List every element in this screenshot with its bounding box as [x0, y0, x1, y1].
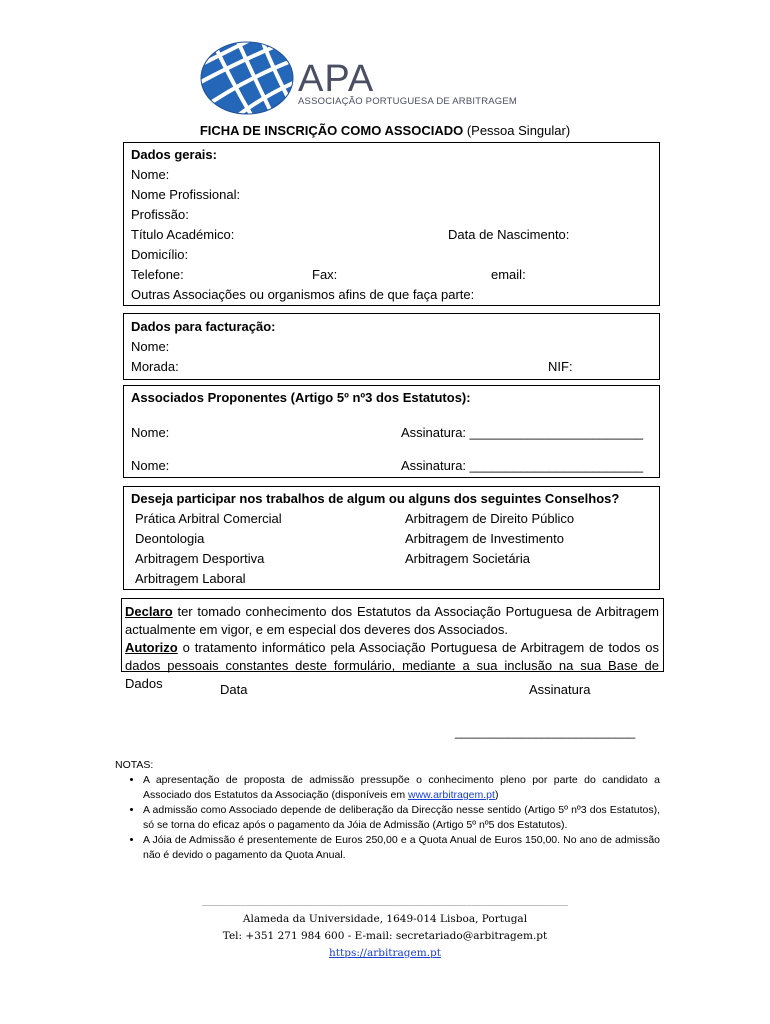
- footer-url-link[interactable]: https://arbitragem.pt: [329, 947, 441, 959]
- notas-section: [115, 758, 660, 863]
- nome-field[interactable]: Nome:: [131, 167, 170, 182]
- facturacao-heading: Dados para facturação:: [131, 319, 276, 334]
- footer-url-line: [0, 945, 770, 961]
- footer-contacts: Tel: +351 271 984 600 - E-mail: secretariado@arbitragem.pt: [222, 930, 548, 942]
- title-bold: FICHA DE INSCRIÇÃO COMO ASSOCIADO: [199, 123, 464, 138]
- morada-field[interactable]: Morada:: [131, 359, 179, 374]
- declaro-text: ter tomado conhecimento dos Estatutos da Associação Portuguesa de Arbitragem actualmente em vigor, e em especial dos deveres dos Associados.: [125, 604, 659, 637]
- nota-item: • A Jóia de Admissão é presentemente de Euros 250,00 e a Quota Anual de Euros 150,00. No ano de admissão não é devido o pagamento da Quota Anual.: [143, 833, 660, 863]
- proponente2-nome-field[interactable]: Nome:: [131, 458, 170, 473]
- facturacao-nome-field[interactable]: Nome:: [131, 339, 170, 354]
- dados-gerais-heading: Dados gerais:: [131, 147, 217, 162]
- arbitragem-link[interactable]: www.arbitragem.pt: [407, 789, 495, 801]
- logo-name: APA: [298, 58, 375, 100]
- data-label: Data: [220, 682, 248, 697]
- autorizo-text: o tratamento informático pela Associação Portuguesa de Arbitragem de todos os dados pessoais constantes deste formulário, mediante a sua inclusão na sua Base de Dados: [125, 640, 659, 691]
- assinatura-line[interactable]: ___________________________: [455, 725, 636, 739]
- globe-icon: [200, 40, 296, 116]
- conselho-option[interactable]: Arbitragem Societária: [405, 551, 530, 566]
- logo-subtitle: ASSOCIAÇÃO PORTUGUESA DE ARBITRAGEM: [298, 96, 518, 107]
- conselho-option[interactable]: Arbitragem de Investimento: [405, 531, 564, 546]
- outras-associacoes-field[interactable]: Outras Associações ou organismos afins de que faça parte:: [131, 287, 475, 302]
- proponente1-nome-field[interactable]: Nome:: [131, 425, 170, 440]
- nota-item: • A admissão como Associado depende de deliberação da Direcção nesse sentido (Artigo 5º nº3 dos Estatutos), só se torna do eficaz após o pagamento da Jóia de Admissão (Artigo 5º nº5 dos Estatutos).: [143, 803, 660, 833]
- dados-gerais-section: [123, 142, 660, 306]
- title-normal: (Pessoa Singular): [463, 123, 571, 138]
- nota-text: A apresentação de proposta de admissão pressupõe o conhecimento pleno por parte do candidato a Associado dos Estatutos da Associação (disponíveis em: [143, 774, 660, 801]
- proponente2-assinatura-field[interactable]: Assinatura: ________________________: [401, 458, 644, 473]
- autorizo-label: Autorizo: [125, 640, 178, 655]
- nome-profissional-field[interactable]: Nome Profissional:: [131, 187, 241, 202]
- footer-address: Alameda da Universidade, 1649-014 Lisboa, Portugal: [242, 913, 528, 925]
- nif-field[interactable]: NIF:: [548, 359, 573, 374]
- assinatura-label: Assinatura: [529, 682, 591, 697]
- data-nascimento-field[interactable]: Data de Nascimento:: [448, 227, 570, 242]
- telefone-field[interactable]: Telefone:: [131, 267, 184, 282]
- nota-item: [143, 773, 660, 803]
- conselho-option[interactable]: Arbitragem Desportiva: [135, 551, 265, 566]
- profissao-field[interactable]: Profissão:: [131, 207, 189, 222]
- conselho-option[interactable]: Deontologia: [135, 531, 205, 546]
- declaro-label: Declaro: [125, 604, 173, 619]
- declaracao-text: [125, 603, 659, 693]
- proponentes-heading: Associados Proponentes (Artigo 5º nº3 dos Estatutos):: [131, 390, 471, 405]
- conselho-option[interactable]: Arbitragem de Direito Público: [405, 511, 575, 526]
- domicilio-field[interactable]: Domicílio:: [131, 247, 189, 262]
- apa-logo: [200, 40, 296, 116]
- conselhos-heading: Deseja participar nos trabalhos de algum ou alguns dos seguintes Conselhos?: [131, 491, 620, 506]
- conselho-option[interactable]: Prática Arbitral Comercial: [135, 511, 282, 526]
- notas-heading: NOTAS:: [115, 759, 154, 771]
- email-field[interactable]: email:: [491, 267, 526, 282]
- footer-rule: ____________________________________________________________________________: [201, 897, 569, 906]
- fax-field[interactable]: Fax:: [312, 267, 338, 282]
- proponente1-assinatura-field[interactable]: Assinatura: ________________________: [401, 425, 644, 440]
- titulo-academico-field[interactable]: Título Académico:: [131, 227, 235, 242]
- nota-text: ): [494, 789, 499, 801]
- conselho-option[interactable]: Arbitragem Laboral: [135, 571, 246, 586]
- page-title: [0, 123, 770, 138]
